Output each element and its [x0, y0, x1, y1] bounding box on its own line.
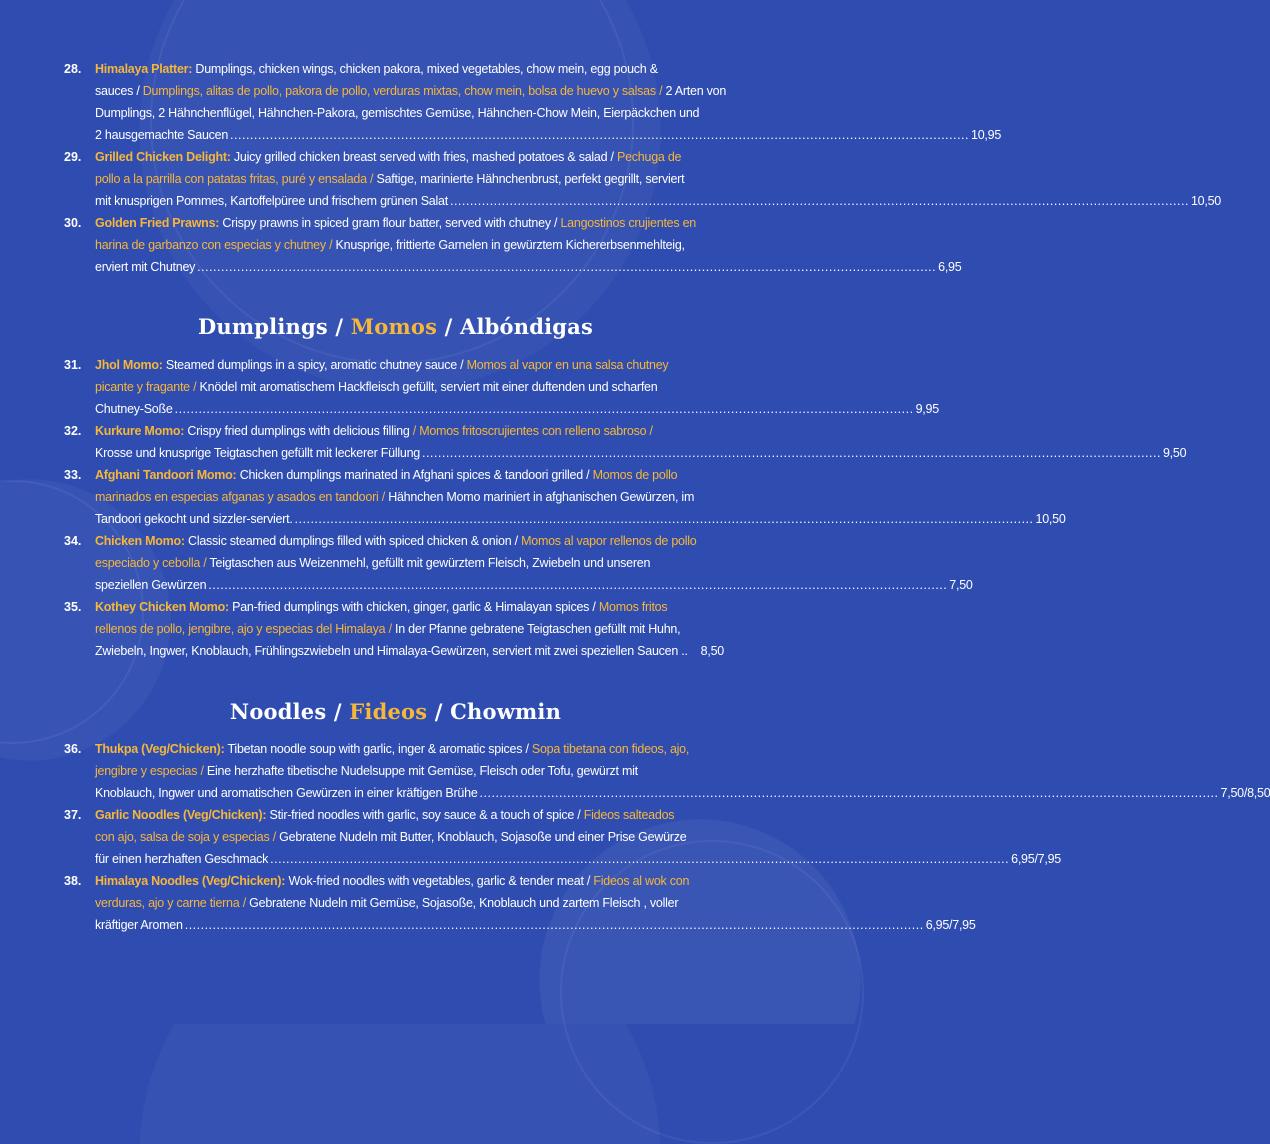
- heading-part: Noodles /: [229, 699, 350, 724]
- item-desc-en: Chicken dumplings marinated in Afghani spices & tandoori grilled /: [236, 468, 593, 482]
- item-desc-de: Knoblauch, Ingwer und aromatischen Gewürzen in einer kräftigen Brühe: [95, 786, 478, 800]
- item-price: 9,95: [915, 402, 939, 416]
- menu-item-34: [64, 530, 973, 596]
- item-desc-de: Knödel mit aromatischem Hackfleisch gefüllt, serviert mit einer duftenden und scharfen: [196, 380, 658, 394]
- item-desc-es: harina de garbanzo con especias y chutney /: [95, 238, 333, 252]
- item-desc-de: 2 hausgemachte Saucen: [95, 128, 229, 142]
- item-number: 31.: [64, 358, 82, 372]
- item-desc-es: / Momos fritoscrujientes con relleno sabroso /: [412, 424, 653, 438]
- item-desc-en: Classic steamed dumplings filled with spiced chicken & onion /: [184, 534, 522, 548]
- item-desc-es: Fideos al wok con: [593, 874, 690, 888]
- item-desc-de: Krosse und knusprige Teigtaschen gefüllt mit leckerer Füllung: [95, 446, 420, 460]
- item-name: Grilled Chicken Delight:: [95, 150, 231, 164]
- item-desc-en: Crispy prawns in spiced gram flour batter, served with chutney /: [219, 216, 561, 230]
- item-number: 35.: [64, 600, 82, 614]
- item-price: 10,50: [1190, 194, 1221, 208]
- menu-item-38: [64, 870, 976, 936]
- item-name: Thukpa (Veg/Chicken):: [95, 742, 225, 756]
- item-desc-en: Juicy grilled chicken breast served with fries, mashed potatoes & salad /: [230, 150, 617, 164]
- item-desc-en: Pan-fried dumplings with chicken, ginger, garlic & Himalayan spices /: [228, 600, 599, 614]
- menu-item-32: [64, 420, 1187, 464]
- dot-leader: ..........................................................................................................................................................................................: [184, 918, 924, 932]
- dot-leader: [690, 640, 699, 662]
- item-desc-de: erviert mit Chutney: [95, 260, 196, 274]
- item-desc-de: Zwiebeln, Ingwer, Knoblauch, Frühlingszwiebeln und Himalaya-Gewürzen, serviert mit zwei speziellen Saucen ..: [95, 644, 688, 658]
- item-desc-de: Teigtaschen aus Weizenmehl, gefüllt mit gewürztem Fleisch, Zwiebeln und unseren: [206, 556, 651, 570]
- dot-leader: ..........................................................................................................................................................................................: [270, 852, 1010, 866]
- menu-item-35: [64, 596, 724, 662]
- dot-leader: ..........................................................................................................................................................................................: [449, 194, 1189, 208]
- item-price: 6,95/7,95: [925, 918, 976, 932]
- dot-leader: ..........................................................................................................................................................................................: [174, 402, 914, 416]
- item-desc-es: con ajo, salsa de soja y especias /: [95, 830, 276, 844]
- dot-leader: ..........................................................................................................................................................................................: [479, 786, 1219, 800]
- item-price: 10,50: [1035, 512, 1066, 526]
- item-price: 6,95: [938, 260, 962, 274]
- heading-part: Dumplings /: [197, 314, 351, 339]
- menu-item-36: [64, 738, 1270, 804]
- item-desc-de: Hähnchen Momo mariniert in afghanischen Gewürzen, im: [384, 490, 695, 504]
- item-desc-es: Momos fritos: [598, 600, 668, 614]
- item-desc-de: speziellen Gewürzen: [95, 578, 207, 592]
- item-number: 38.: [64, 874, 82, 888]
- item-name: Himalaya Noodles (Veg/Chicken):: [95, 874, 286, 888]
- item-number: 29.: [64, 150, 82, 164]
- menu-item-29: [64, 146, 1221, 212]
- heading-part: / Albóndigas: [437, 314, 594, 339]
- item-desc-de: Chutney-Soße: [95, 402, 173, 416]
- item-desc-es: especiado y cebolla /: [95, 556, 207, 570]
- item-desc-es: Momos de pollo: [592, 468, 678, 482]
- item-number: 30.: [64, 216, 82, 230]
- item-name: Golden Fried Prawns:: [95, 216, 220, 230]
- item-desc-de: für einen herzhaften Geschmack: [95, 852, 269, 866]
- item-desc-de: Saftige, marinierte Hähnchenbrust, perfekt gegrillt, serviert: [373, 172, 685, 186]
- menu-item-33: [64, 464, 1066, 530]
- item-desc-en: Steamed dumplings in a spicy, aromatic chutney sauce /: [162, 358, 467, 372]
- item-desc-de: Eine herzhafte tibetische Nudelsuppe mit Gemüse, Fleisch oder Tofu, gewürzt mit: [203, 764, 638, 778]
- item-number: 28.: [64, 62, 82, 76]
- heading-highlight: Momos: [350, 314, 438, 339]
- dot-leader: ..........................................................................................................................................................................................: [294, 512, 1034, 526]
- item-desc-en: Tibetan noodle soup with garlic, inger & aromatic spices /: [224, 742, 532, 756]
- item-number: 36.: [64, 742, 82, 756]
- item-name: Chicken Momo:: [95, 534, 185, 548]
- item-price: 7,50: [949, 578, 973, 592]
- item-desc-es: picante y fragante /: [95, 380, 197, 394]
- item-price: 6,95/7,95: [1011, 852, 1062, 866]
- dot-leader: ..........................................................................................................................................................................................: [208, 578, 948, 592]
- item-price: 10,95: [971, 128, 1002, 142]
- item-desc-es: Fideos salteados: [583, 808, 675, 822]
- item-desc-de: Dumplings, 2 Hähnchenflügel, Hähnchen-Pakora, gemischtes Gemüse, Hähnchen-Chow Mein, Eierpäckchen und: [95, 106, 700, 120]
- dot-leader: ..........................................................................................................................................................................................: [230, 128, 970, 142]
- section-heading-noodles: [0, 699, 791, 724]
- dot-leader: ..........................................................................................................................................................................................: [421, 446, 1161, 460]
- menu-item-37: [64, 804, 1062, 870]
- item-desc-en: Stir-fried noodles with garlic, soy sauce & a touch of spice /: [266, 808, 584, 822]
- item-desc-de: Gebratene Nudeln mit Gemüse, Sojasoße, Knoblauch und zartem Fleisch , voller: [245, 896, 679, 910]
- item-desc-de: 2 Arten von: [662, 84, 727, 98]
- item-desc-en: Dumplings, chicken wings, chicken pakora, mixed vegetables, chow mein, egg pouch &: [192, 62, 658, 76]
- item-desc-en: Crispy fried dumplings with delicious filling: [184, 424, 413, 438]
- item-desc-es: jengibre y especias /: [95, 764, 204, 778]
- heading-part: / Chowmin: [427, 699, 562, 724]
- menu-item-31: [64, 354, 939, 420]
- item-desc-de: In der Pfanne gebratene Teigtaschen gefüllt mit Huhn,: [391, 622, 681, 636]
- item-name: Afghani Tandoori Momo:: [95, 468, 237, 482]
- item-price: 8,50: [700, 644, 724, 658]
- item-desc-de: kräftiger Aromen: [95, 918, 183, 932]
- item-number: 34.: [64, 534, 82, 548]
- section-heading-momos: [0, 314, 791, 339]
- menu-item-28: [64, 58, 1002, 146]
- item-desc-es: rellenos de pollo, jengibre, ajo y especias del Himalaya /: [95, 622, 392, 636]
- dot-leader: ..........................................................................................................................................................................................: [197, 260, 937, 274]
- item-number: 37.: [64, 808, 82, 822]
- item-desc-es: marinados en especias afganas y asados en tandoori /: [95, 490, 385, 504]
- item-price: 7,50/8,50: [1220, 786, 1270, 800]
- item-desc-de: Tandoori gekocht und sizzler-serviert.: [95, 512, 293, 526]
- item-desc-de: Gebratene Nudeln mit Butter, Knoblauch, Sojasoße und einer Prise Gewürze: [275, 830, 687, 844]
- item-desc-en: sauces /: [95, 84, 143, 98]
- item-desc-es: Langostinos crujientes en: [560, 216, 696, 230]
- item-desc-es: Pechuga de: [617, 150, 682, 164]
- heading-highlight: Fideos: [349, 699, 428, 724]
- item-desc-de: Knusprige, frittierte Garnelen in gewürztem Kichererbsenmehlteig,: [332, 238, 685, 252]
- item-number: 32.: [64, 424, 82, 438]
- item-name: Himalaya Platter:: [95, 62, 193, 76]
- item-name: Kurkure Momo:: [95, 424, 185, 438]
- item-name: Jhol Momo:: [95, 358, 163, 372]
- item-name: Kothey Chicken Momo:: [95, 600, 229, 614]
- menu-item-30: [64, 212, 962, 278]
- item-name: Garlic Noodles (Veg/Chicken):: [95, 808, 267, 822]
- item-desc-es: Momos al vapor rellenos de pollo: [521, 534, 697, 548]
- item-desc-es: verduras, ajo y carne tierna /: [95, 896, 246, 910]
- item-desc-es: Dumplings, alitas de pollo, pakora de pollo, verduras mixtas, chow mein, bolsa de huevo y salsas /: [142, 84, 663, 98]
- item-desc-en: Wok-fried noodles with vegetables, garlic & tender meat /: [285, 874, 594, 888]
- item-desc-es: pollo a la parrilla con patatas fritas, puré y ensalada /: [95, 172, 374, 186]
- item-desc-es: Momos al vapor en una salsa chutney: [466, 358, 669, 372]
- item-desc-es: Sopa tibetana con fideos, ajo,: [531, 742, 690, 756]
- item-desc-de: mit knusprigen Pommes, Kartoffelpüree und frischem grünen Salat: [95, 194, 448, 208]
- item-price: 9,50: [1162, 446, 1187, 460]
- item-number: 33.: [64, 468, 82, 482]
